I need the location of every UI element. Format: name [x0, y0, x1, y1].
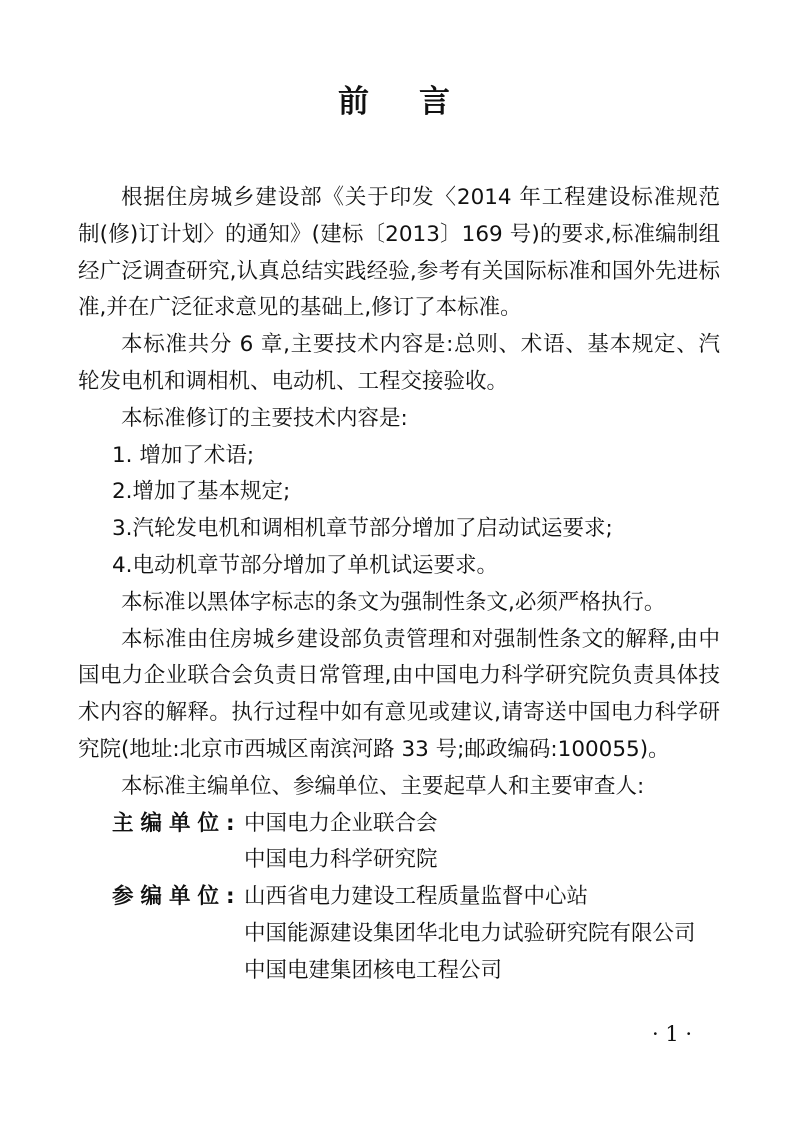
revision-item-2: 2.增加了基本规定;: [112, 479, 291, 505]
chief-unit-label: 主编单位:: [112, 810, 235, 836]
chief-unit-list: [244, 806, 720, 880]
preface-body: [78, 180, 720, 990]
page-number: · 1 ·: [652, 1022, 693, 1046]
participating-unit: 山西省电力建设工程质量监督中心站: [244, 884, 589, 910]
page-title: [0, 76, 790, 121]
revision-item-1: 1. 增加了术语;: [112, 442, 255, 468]
participating-unit-row: [78, 879, 720, 989]
participating-unit-label: 参编单位:: [112, 884, 235, 910]
paragraph-units-intro: 本标准主编单位、参编单位、主要起草人和主要审查人:: [121, 773, 645, 799]
paragraph-management: 本标准由住房城乡建设部负责管理和对强制性条文的解释,由中国电力企业联合会负责日常管理,由中国电力科学研究院负责具体技术内容的解释。执行过程中如有意见或建议,请寄送中国电力科学研究院(地址:北京市西城区南滨河路 33 号;邮政编码:100055)。: [78, 626, 720, 762]
paragraph-mandatory: 本标准以黑体字标志的条文为强制性条文,必须严格执行。: [121, 589, 666, 615]
chief-unit: 中国电力企业联合会: [244, 810, 438, 836]
paragraph-basis: 根据住房城乡建设部《关于印发〈2014 年工程建设标准规范制(修)订计划〉的通知》(建标〔2013〕169 号)的要求,标准编制组经广泛调查研究,认真总结实践经验,参考有关国际标准和国外先进标准,并在广泛征求意见的基础上,修订了本标准。: [78, 185, 720, 321]
title-char-1: 前: [338, 84, 371, 120]
chief-unit: 中国电力科学研究院: [244, 847, 438, 873]
participating-unit-list: [244, 879, 720, 989]
participating-unit: 中国电建集团核电工程公司: [244, 957, 503, 983]
revision-item-4: 4.电动机章节部分增加了单机试运要求。: [112, 552, 499, 578]
revision-item-3: 3.汽轮发电机和调相机章节部分增加了启动试运要求;: [112, 516, 613, 542]
title-char-2: 言: [419, 84, 452, 120]
participating-unit: 中国能源建设集团华北电力试验研究院有限公司: [244, 920, 696, 946]
paragraph-revision-intro: 本标准修订的主要技术内容是:: [121, 405, 408, 431]
chief-unit-row: [78, 806, 720, 880]
paragraph-chapters: 本标准共分 6 章,主要技术内容是:总则、术语、基本规定、汽轮发电机和调相机、电动机、工程交接验收。: [78, 332, 720, 394]
